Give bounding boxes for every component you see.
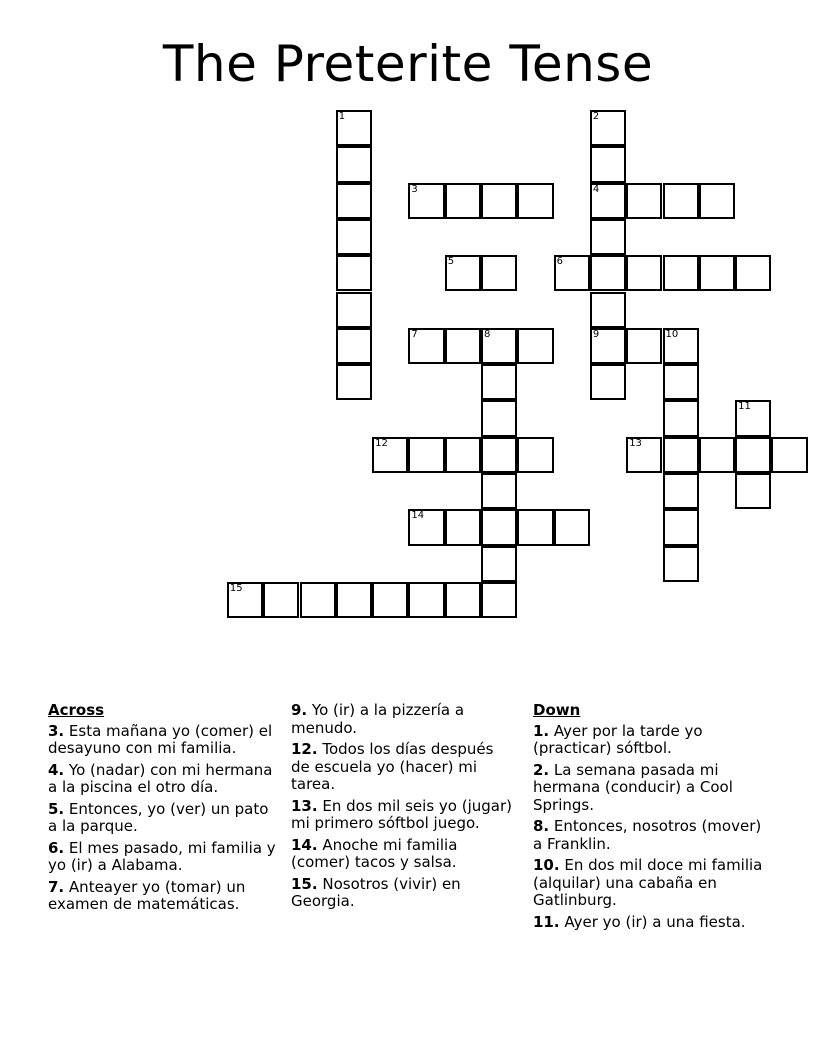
clue-number: 13. — [291, 796, 318, 815]
clue-number: 12 — [375, 437, 388, 449]
clue-number: 15 — [229, 582, 243, 594]
across-clues-column-2 — [291, 702, 516, 915]
across-clue — [48, 762, 278, 797]
grid-cell[interactable] — [481, 437, 517, 473]
grid-cell[interactable] — [336, 255, 372, 291]
across-clue — [48, 840, 278, 875]
clue-number: 8 — [484, 328, 491, 340]
grid-cell[interactable] — [590, 146, 626, 182]
clue-text: Entonces, yo (ver) un pato a la parque. — [48, 799, 269, 835]
grid-cell[interactable] — [663, 364, 699, 400]
across-clues-column-1 — [48, 702, 278, 918]
clue-number: 7. — [48, 877, 65, 896]
grid-cell[interactable] — [227, 582, 263, 618]
clue-number: 14 — [411, 510, 425, 522]
grid-cell[interactable] — [336, 292, 372, 328]
clue-number: 10. — [533, 856, 560, 874]
grid-cell[interactable] — [445, 328, 481, 364]
grid-cell[interactable] — [699, 255, 735, 291]
grid-cell[interactable] — [663, 473, 699, 509]
down-heading: Down — [533, 701, 581, 719]
grid-cell[interactable] — [663, 183, 699, 219]
clue-text: Anteayer yo (tomar) un examen de matemáticas. — [48, 877, 246, 913]
grid-cell[interactable] — [408, 509, 444, 545]
clue-text: La semana pasada mi hermana (conducir) a Cool Springs. — [533, 760, 733, 814]
grid-cell[interactable] — [336, 219, 372, 255]
grid-cell[interactable] — [626, 183, 662, 219]
grid-cell[interactable] — [590, 110, 626, 146]
clue-number: 2. — [533, 760, 550, 779]
grid-cell[interactable] — [554, 255, 590, 291]
grid-cell[interactable] — [408, 582, 444, 618]
grid-cell[interactable] — [663, 509, 699, 545]
across-clue — [291, 702, 516, 737]
grid-cell[interactable] — [481, 183, 517, 219]
down-clue — [533, 723, 773, 758]
grid-cell[interactable] — [590, 183, 626, 219]
grid-cell[interactable] — [554, 509, 590, 545]
clue-number: 1 — [338, 111, 346, 122]
clue-number: 5 — [447, 256, 455, 268]
grid-cell[interactable] — [408, 183, 444, 219]
clue-text: Entonces, nosotros (mover) a Franklin. — [533, 817, 762, 853]
grid-cell[interactable] — [735, 473, 771, 509]
grid-cell[interactable] — [408, 328, 444, 364]
across-clue — [291, 741, 516, 794]
across-heading: Across — [48, 701, 105, 719]
grid-cell[interactable] — [663, 328, 699, 364]
clue-number: 5. — [48, 799, 65, 818]
clue-number: 9. — [291, 701, 308, 719]
clue-number: 3 — [411, 183, 418, 195]
clue-text: El mes pasado, mi familia y yo (ir) a Alabama. — [48, 838, 276, 874]
grid-cell[interactable] — [590, 219, 626, 255]
grid-cell[interactable] — [735, 255, 771, 291]
grid-cell[interactable] — [445, 582, 481, 618]
grid-cell[interactable] — [336, 582, 372, 618]
grid-cell[interactable] — [481, 328, 517, 364]
grid-cell[interactable] — [735, 437, 771, 473]
grid-cell[interactable] — [481, 255, 517, 291]
clue-number: 2 — [592, 111, 600, 122]
grid-cell[interactable] — [481, 473, 517, 509]
clue-number: 3. — [48, 721, 65, 740]
clue-text: Nosotros (vivir) en Georgia. — [291, 874, 461, 910]
clue-number: 6 — [556, 256, 563, 268]
down-clue — [533, 818, 773, 853]
grid-cell[interactable] — [336, 364, 372, 400]
grid-cell[interactable] — [300, 582, 336, 618]
grid-cell[interactable] — [517, 437, 553, 473]
page-title: The Preterite Tense — [162, 35, 654, 93]
clue-number: 7 — [411, 328, 418, 340]
grid-cell[interactable] — [590, 364, 626, 400]
down-clue — [533, 857, 773, 910]
clue-number: 15. — [291, 874, 318, 893]
clue-text: En dos mil doce mi familia (alquilar) una cabaña en Gatlinburg. — [533, 856, 763, 909]
down-clue — [533, 914, 773, 932]
clue-text: En dos mil seis yo (jugar) mi primero sóftbol juego. — [291, 796, 512, 832]
grid-cell[interactable] — [336, 110, 372, 146]
clue-number: 12. — [291, 740, 318, 758]
grid-cell[interactable] — [481, 509, 517, 545]
across-clue — [48, 879, 278, 914]
down-clue — [533, 762, 773, 815]
clue-text: Todos los días después de escuela yo (hacer) mi tarea. — [291, 740, 494, 793]
grid-cell[interactable] — [481, 546, 517, 582]
grid-cell[interactable] — [517, 509, 553, 545]
clue-number: 4. — [48, 760, 65, 779]
across-clue — [48, 723, 278, 758]
grid-cell[interactable] — [445, 437, 481, 473]
across-clue — [291, 837, 516, 872]
grid-cell[interactable] — [699, 183, 735, 219]
grid-cell[interactable] — [372, 437, 408, 473]
grid-cell[interactable] — [699, 437, 735, 473]
clue-number: 10 — [665, 328, 679, 340]
grid-cell[interactable] — [372, 582, 408, 618]
clue-number: 11 — [738, 401, 751, 413]
clue-text: Ayer yo (ir) a una fiesta. — [564, 912, 746, 931]
grid-cell[interactable] — [481, 582, 517, 618]
grid-cell[interactable] — [445, 509, 481, 545]
clue-number: 1. — [533, 721, 550, 740]
clue-number: 8. — [533, 817, 550, 835]
clue-number: 14. — [291, 835, 318, 854]
grid-cell[interactable] — [481, 400, 517, 436]
clue-number: 13 — [629, 437, 642, 449]
grid-cell[interactable] — [590, 255, 626, 291]
clue-text: Yo (ir) a la pizzería a menudo. — [291, 701, 465, 737]
clue-text: Ayer por la tarde yo (practicar) sóftbol. — [533, 721, 703, 757]
across-clue — [291, 876, 516, 911]
grid-cell[interactable] — [336, 146, 372, 182]
grid-cell[interactable] — [517, 328, 553, 364]
grid-cell[interactable] — [626, 255, 662, 291]
grid-cell[interactable] — [408, 437, 444, 473]
grid-cell[interactable] — [590, 328, 626, 364]
grid-cell[interactable] — [735, 400, 771, 436]
down-clues-column — [533, 702, 773, 935]
grid-cell[interactable] — [626, 437, 662, 473]
grid-cell[interactable] — [771, 437, 807, 473]
clue-text: Yo (nadar) con mi hermana a la piscina el otro día. — [48, 760, 273, 796]
grid-cell[interactable] — [336, 183, 372, 219]
grid-cell[interactable] — [445, 183, 481, 219]
grid-cell[interactable] — [263, 582, 299, 618]
across-clue — [48, 801, 278, 836]
clue-number: 11. — [533, 912, 560, 931]
grid-cell[interactable] — [336, 328, 372, 364]
grid-cell[interactable] — [663, 255, 699, 291]
grid-cell[interactable] — [663, 400, 699, 436]
clue-number: 6. — [48, 838, 65, 857]
grid-cell[interactable] — [663, 546, 699, 582]
clue-number: 9 — [592, 328, 600, 340]
grid-cell[interactable] — [481, 364, 517, 400]
clue-text: Esta mañana yo (comer) el desayuno con mi familia. — [48, 721, 273, 757]
grid-cell[interactable] — [590, 292, 626, 328]
across-clue — [291, 798, 516, 833]
grid-cell[interactable] — [663, 437, 699, 473]
clue-text: Anoche mi familia (comer) tacos y salsa. — [291, 835, 458, 871]
grid-cell[interactable] — [445, 255, 481, 291]
clue-number: 4 — [592, 183, 600, 195]
grid-cell[interactable] — [517, 183, 553, 219]
grid-cell[interactable] — [626, 328, 662, 364]
